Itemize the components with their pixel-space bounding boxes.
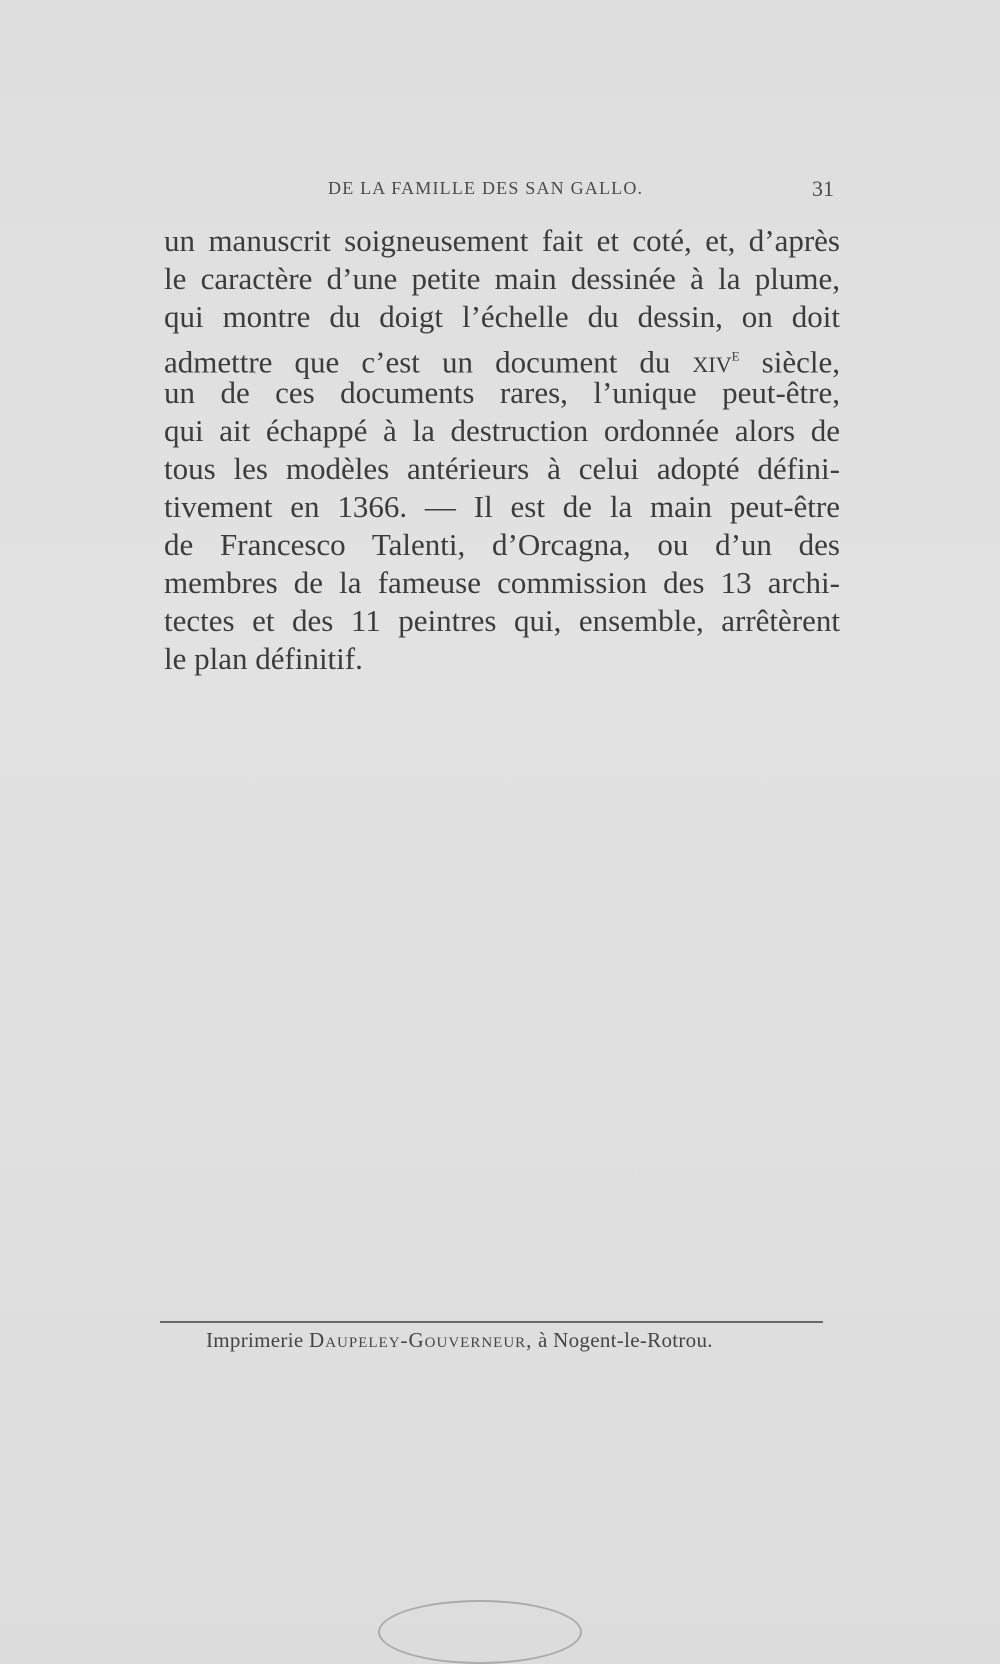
text-line-with-century <box>164 336 840 380</box>
text-line: tivement en 1366. — Il est de la main peut-être <box>164 489 840 524</box>
text-line: tectes et des 11 peintres qui, ensemble, arrêtèrent <box>164 603 840 638</box>
text-line-last: le plan définitif. <box>164 641 363 676</box>
running-head <box>160 178 840 202</box>
text-line-start: admettre que c’est un document du <box>164 344 671 380</box>
page-number: 31 <box>812 176 834 201</box>
imprint-prefix: Imprimerie <box>206 1328 304 1352</box>
text-line: de Francesco Talenti, d’Orcagna, ou d’un des <box>164 527 840 562</box>
text-line: qui ait échappé à la destruction ordonnée alors de <box>164 413 840 448</box>
footer-rule <box>160 1321 823 1323</box>
text-line-end: siècle, <box>761 344 840 380</box>
century-suffix: e <box>731 345 740 365</box>
imprint-printer-name: Daupeley-Gouverneur, <box>309 1328 533 1352</box>
text-line: membres de la fameuse commission des 13 archi- <box>164 565 840 600</box>
printer-imprint <box>206 1328 713 1353</box>
imprint-location: à Nogent-le-Rotrou. <box>538 1328 713 1352</box>
text-line: tous les modèles antérieurs à celui adopté défini- <box>164 451 840 486</box>
text-line: qui montre du doigt l’échelle du dessin, on doit <box>164 299 840 334</box>
text-line: un de ces documents rares, l’unique peut-être, <box>164 375 840 410</box>
century-numeral: xiv$^e$ <box>692 344 740 380</box>
text-line: un manuscrit soigneusement fait et coté, et, d’après <box>164 223 840 258</box>
text-line: le caractère d’une petite main dessinée à la plume, <box>164 261 840 296</box>
library-stamp-mark <box>378 1600 582 1664</box>
body-paragraph <box>164 222 840 678</box>
running-head-title: DE LA FAMILLE DES SAN GALLO. <box>328 178 644 198</box>
